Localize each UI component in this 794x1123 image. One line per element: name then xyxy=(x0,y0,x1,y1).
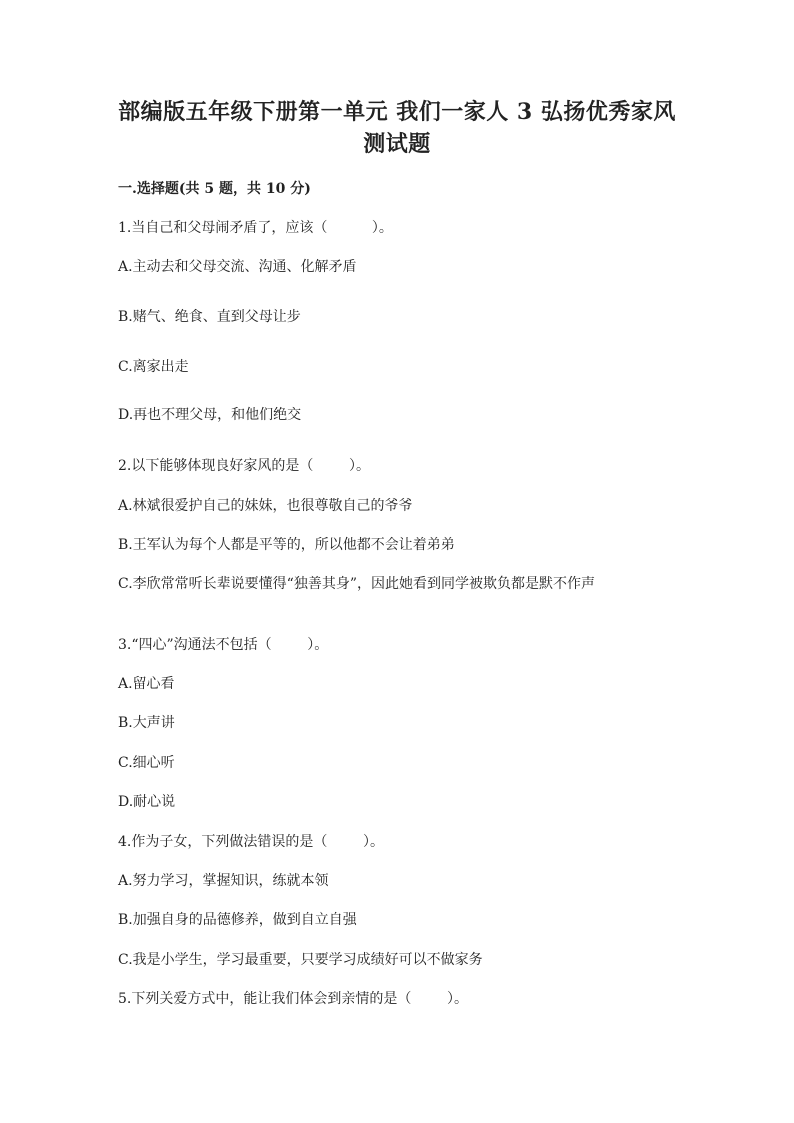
question-3-option-d: D.耐心说 xyxy=(118,794,176,810)
section-heading: 一.选择题(共 5 题，共 10 分) xyxy=(118,181,311,197)
page-title: 部编版五年级下册第一单元 我们一家人 3 弘扬优秀家风测试题 xyxy=(118,99,676,157)
question-2-stem: 2.以下能够体现良好家风的是（ ）。 xyxy=(118,458,370,474)
question-2-option-a: A.林斌很爱护自己的妹妹，也很尊敬自己的爷爷 xyxy=(118,498,413,514)
question-3-stem: 3.“四心”沟通法不包括（ ）。 xyxy=(118,637,329,653)
question-5-stem: 5.下列关爱方式中，能让我们体会到亲情的是（ ）。 xyxy=(118,991,468,1007)
question-1-option-c: C.离家出走 xyxy=(118,359,189,375)
question-4-option-b: B.加强自身的品德修养，做到自立自强 xyxy=(118,912,357,928)
question-3-option-c: C.细心听 xyxy=(118,755,175,771)
question-2-option-c: C.李欣常常听长辈说要懂得“独善其身”，因此她看到同学被欺负都是默不作声 xyxy=(118,576,595,592)
question-2-option-b: B.王军认为每个人都是平等的，所以他都不会让着弟弟 xyxy=(118,537,455,553)
question-3-option-b: B.大声讲 xyxy=(118,715,175,731)
question-1-option-d: D.再也不理父母，和他们绝交 xyxy=(118,407,302,423)
question-1-option-b: B.赌气、绝食、直到父母让步 xyxy=(118,309,301,325)
question-4-option-a: A.努力学习，掌握知识，练就本领 xyxy=(118,873,329,889)
question-1-option-a: A.主动去和父母交流、沟通、化解矛盾 xyxy=(118,259,357,275)
question-4-stem: 4.作为子女，下列做法错误的是（ ）。 xyxy=(118,834,384,850)
question-4-option-c: C.我是小学生，学习最重要，只要学习成绩好可以不做家务 xyxy=(118,952,483,968)
question-1-stem: 1.当自己和父母闹矛盾了，应该（ ）。 xyxy=(118,220,393,236)
question-3-option-a: A.留心看 xyxy=(118,676,175,692)
